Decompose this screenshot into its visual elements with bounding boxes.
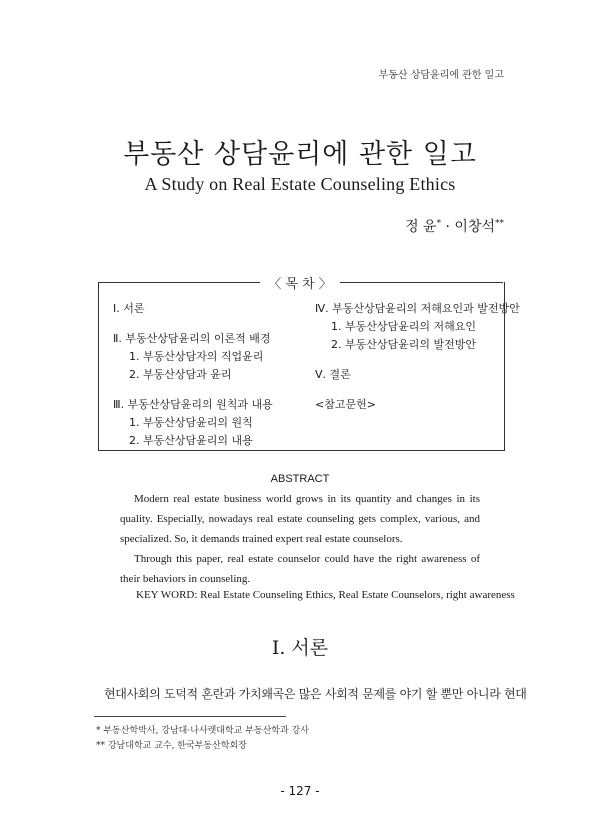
toc-item: Ⅰ. 서론	[113, 302, 145, 315]
toc-rule	[340, 282, 503, 283]
toc-left-column	[113, 300, 273, 450]
footnote-mark: **	[495, 218, 504, 229]
title-english: A Study on Real Estate Counseling Ethics	[144, 174, 456, 194]
body-paragraph: 현대사회의 도덕적 혼란과 가치왜곡은 많은 사회적 문제를 야기 할 뿐만 아니라 현대	[104, 687, 527, 701]
toc-subitem: 1. 부동산상담윤리의 저해요인	[331, 320, 476, 333]
keywords: KEY WORD: Real Estate Counseling Ethics, Real Estate Counselors, right awareness	[136, 589, 515, 601]
toc-subitem: 2. 부동산상담윤리의 발전방안	[331, 338, 476, 351]
toc-subitem: 2. 부동산상담과 윤리	[129, 368, 232, 381]
page-number: - 127 -	[280, 784, 320, 798]
toc-subitem: 2. 부동산상담윤리의 내용	[129, 434, 253, 447]
footnote: ** 강남대학교 교수, 한국부동산학회장	[96, 741, 247, 751]
toc-item: Ⅴ. 결론	[315, 368, 351, 381]
footnote-mark: *	[436, 218, 442, 229]
footnote: * 부동산학박사, 강남대·나사렛대학교 부동산학과 강사	[96, 726, 309, 736]
toc-item: Ⅱ. 부동산상담윤리의 이론적 배경	[113, 332, 271, 345]
section-heading: Ⅰ. 서론	[271, 637, 329, 659]
toc-heading: 〈 목 차 〉	[268, 277, 332, 292]
title-korean: 부동산 상담윤리에 관한 일고	[123, 139, 477, 170]
toc-subitem: 1. 부동산상담자의 직업윤리	[129, 350, 264, 363]
toc-subitem: 1. 부동산상담윤리의 원칙	[129, 416, 253, 429]
author-separator: ·	[441, 219, 455, 235]
author-line	[405, 216, 504, 236]
toc-rule	[98, 282, 260, 283]
abstract-paragraph: Through this paper, real estate counselor could have the right awareness of their behaviors in counseling.	[120, 553, 480, 585]
running-head: 부동산 상담윤리에 관한 일고	[378, 70, 504, 81]
toc-item: Ⅲ. 부동산상담윤리의 원칙과 내용	[113, 398, 273, 411]
toc-right-column	[315, 300, 520, 414]
abstract-paragraph: Modern real estate business world grows in its quantity and changes in its quality. Especially, nowadays real estate counseling gets complex, various, and specialized. So, it demands trained expert real estate counselors.	[120, 493, 480, 545]
author-name: 정 윤	[405, 219, 437, 235]
toc-item: Ⅳ. 부동산상담윤리의 저해요인과 발전방안	[315, 302, 520, 315]
abstract-body	[120, 489, 480, 589]
footnotes	[96, 724, 309, 754]
author-name: 이창석	[454, 219, 495, 235]
abstract-heading: ABSTRACT	[270, 473, 330, 485]
footnote-rule	[94, 716, 286, 717]
toc-item: <참고문헌>	[315, 398, 376, 411]
